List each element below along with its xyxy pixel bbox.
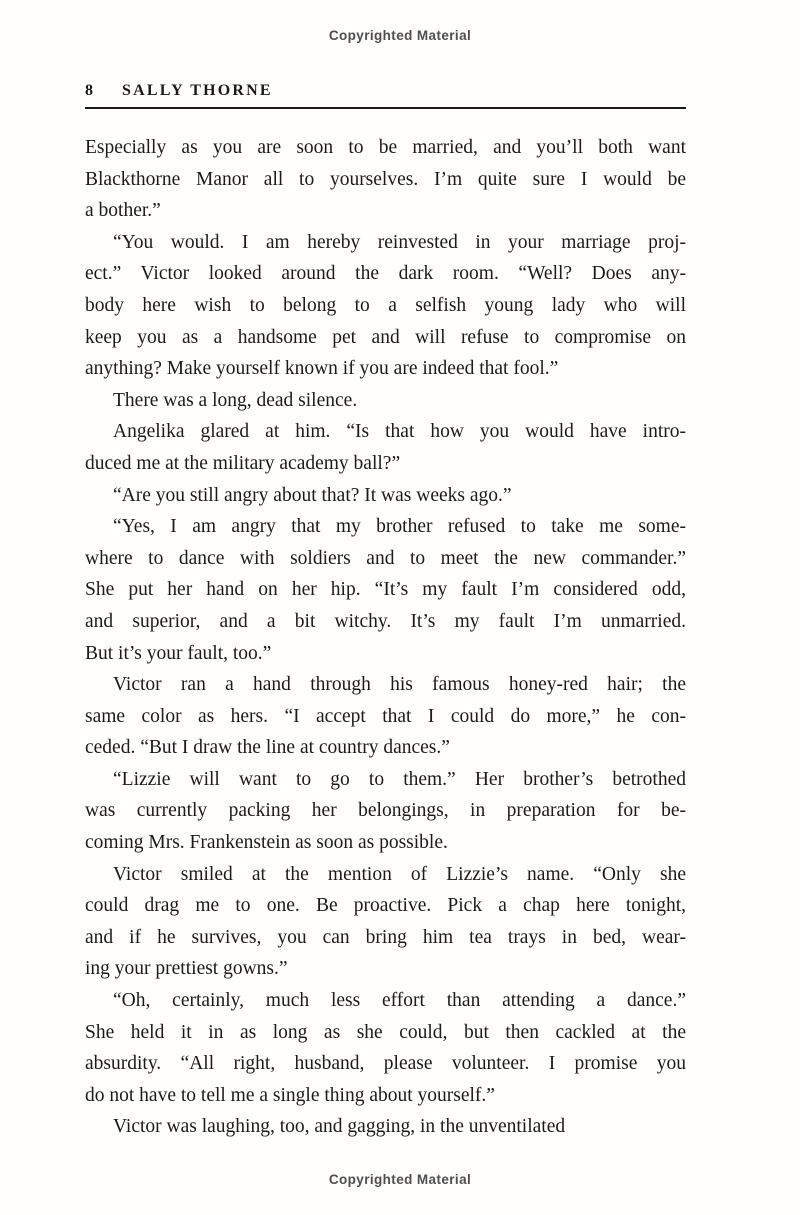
body-line: ect.” Victor looked around the dark room. “Well? Does any- — [85, 263, 686, 285]
body-line: “You would. I am hereby reinvested in your marriage proj- — [113, 231, 686, 253]
body-line: was currently packing her belongings, in preparation for be- — [85, 800, 686, 822]
body-line: and if he survives, you can bring him tea trays in bed, wear- — [85, 926, 686, 948]
body-line: Victor was laughing, too, and gagging, in the unventilated — [113, 1116, 566, 1138]
body-line: coming Mrs. Frankenstein as soon as possible. — [85, 832, 448, 854]
body-line: anything? Make yourself known if you are indeed that fool.” — [85, 358, 559, 380]
body-line: But it’s your fault, too.” — [85, 642, 272, 664]
copyright-notice-bottom: Copyrighted Material — [328, 1172, 472, 1187]
body-line: where to dance with soldiers and to meet the new commander.” — [85, 547, 686, 569]
body-line: Blackthorne Manor all to yourselves. I’m quite sure I would be — [85, 168, 686, 190]
body-line: ceded. “But I draw the line at country dances.” — [85, 737, 450, 759]
body-line: She put her hand on her hip. “It’s my fault I’m considered odd, — [85, 579, 686, 601]
body-line: and superior, and a bit witchy. It’s my fault I’m unmarried. — [85, 610, 686, 632]
body-line: absurdity. “All right, husband, please volunteer. I promise you — [85, 1053, 686, 1075]
running-header — [85, 82, 686, 109]
text-block — [85, 132, 686, 1143]
body-line: Victor ran a hand through his famous honey-red hair; the — [113, 674, 686, 696]
page-number: 8 — [85, 82, 94, 99]
body-line: do not have to tell me a single thing about yourself.” — [85, 1084, 495, 1106]
body-line: a bother.” — [85, 200, 161, 222]
body-line: duced me at the military academy ball?” — [85, 452, 401, 474]
body-line: could drag me to one. Be proactive. Pick a chap here tonight, — [85, 895, 686, 917]
body-line: “Are you still angry about that? It was weeks ago.” — [113, 484, 512, 506]
body-line: “Oh, certainly, much less effort than attending a dance.” — [113, 990, 686, 1012]
body-line: There was a long, dead silence. — [113, 389, 358, 411]
body-line: “Yes, I am angry that my brother refused to take me some- — [113, 516, 686, 538]
body-line: keep you as a handsome pet and will refuse to compromise on — [85, 326, 686, 348]
body-line: “Lizzie will want to go to them.” Her brother’s betrothed — [113, 768, 686, 790]
body-line: She held it in as long as she could, but then cackled at the — [85, 1021, 686, 1043]
body-line: Angelika glared at him. “Is that how you would have intro- — [113, 421, 686, 443]
copyright-notice-top: Copyrighted Material — [328, 28, 472, 43]
body-line: body here wish to belong to a selfish young lady who will — [85, 294, 686, 316]
body-line: ing your prettiest gowns.” — [85, 958, 288, 980]
author-name: SALLY THORNE — [122, 82, 273, 99]
body-line: same color as hers. “I accept that I could do more,” he con- — [85, 705, 686, 727]
body-line: Victor smiled at the mention of Lizzie’s name. “Only she — [113, 863, 686, 885]
body-line: Especially as you are soon to be married, and you’ll both want — [85, 137, 686, 158]
